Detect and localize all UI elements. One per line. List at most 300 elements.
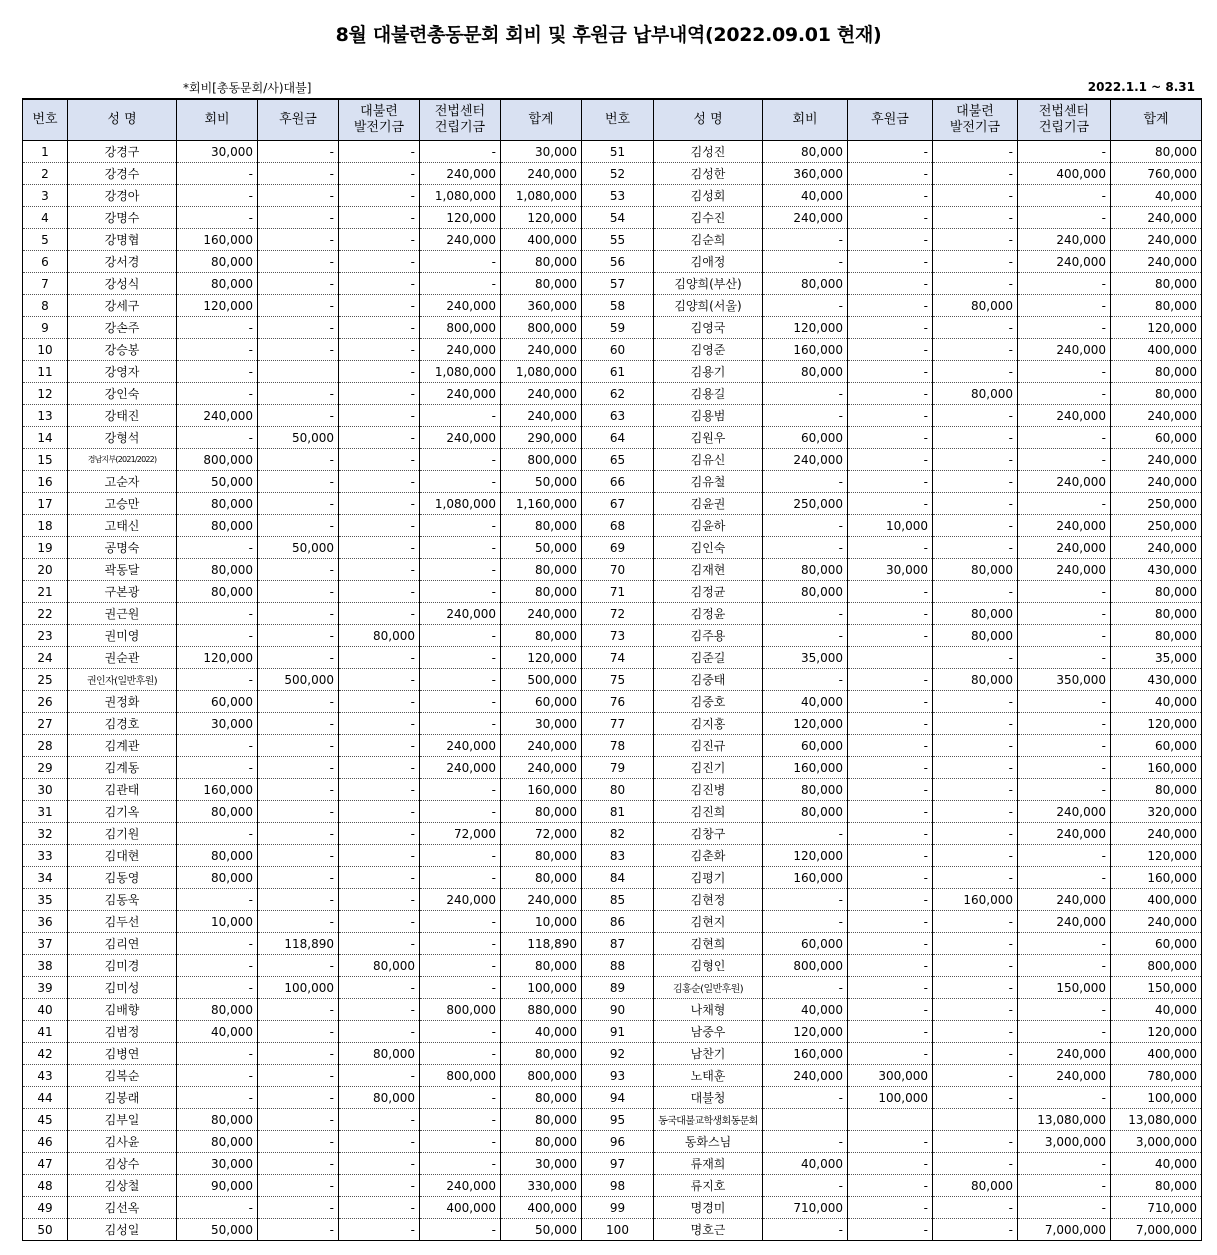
cell-total: 800,000 xyxy=(501,317,582,339)
cell-total: 80,000 xyxy=(1111,581,1202,603)
cell-no: 14 xyxy=(23,427,68,449)
table-row xyxy=(23,581,1202,603)
cell-name: 나채형 xyxy=(654,999,763,1021)
cell-donation: - xyxy=(848,141,933,163)
cell-total: 400,000 xyxy=(501,229,582,251)
cell-dev-fund: - xyxy=(339,273,420,295)
cell-fee: - xyxy=(763,1219,848,1241)
cell-dev-fund xyxy=(933,1109,1018,1131)
cell-no: 31 xyxy=(23,801,68,823)
cell-donation xyxy=(848,647,933,669)
cell-fee: - xyxy=(177,185,258,207)
cell-center-fund: - xyxy=(420,933,501,955)
cell-center-fund: - xyxy=(420,251,501,273)
cell-total: 80,000 xyxy=(501,515,582,537)
cell-name: 김평기 xyxy=(654,867,763,889)
cell-donation: - xyxy=(258,317,339,339)
cell-total: 290,000 xyxy=(501,427,582,449)
cell-donation: - xyxy=(258,647,339,669)
cell-total: 80,000 xyxy=(501,251,582,273)
cell-donation: - xyxy=(848,1131,933,1153)
cell-name: 김윤하 xyxy=(654,515,763,537)
cell-total: 60,000 xyxy=(1111,933,1202,955)
cell-donation: - xyxy=(848,449,933,471)
cell-fee: 50,000 xyxy=(177,1219,258,1241)
cell-center-fund: - xyxy=(1018,1153,1111,1175)
cell-dev-fund: - xyxy=(339,801,420,823)
cell-total: 30,000 xyxy=(501,713,582,735)
cell-total: 30,000 xyxy=(501,1153,582,1175)
cell-no: 4 xyxy=(23,207,68,229)
cell-no: 33 xyxy=(23,845,68,867)
cell-fee: - xyxy=(763,515,848,537)
cell-no: 25 xyxy=(23,669,68,691)
header-name: 성 명 xyxy=(68,99,177,141)
cell-fee: - xyxy=(177,735,258,757)
table-row xyxy=(23,207,1202,229)
table-row xyxy=(23,537,1202,559)
cell-dev-fund: - xyxy=(933,1087,1018,1109)
cell-fee: 80,000 xyxy=(177,251,258,273)
cell-dev-fund: - xyxy=(339,647,420,669)
cell-name: 동국대불교학생회동문회 xyxy=(654,1109,763,1131)
cell-no: 51 xyxy=(582,141,654,163)
cell-donation xyxy=(258,361,339,383)
cell-name: 구본광 xyxy=(68,581,177,603)
cell-center-fund: 240,000 xyxy=(420,735,501,757)
cell-donation: - xyxy=(258,713,339,735)
cell-dev-fund: - xyxy=(339,603,420,625)
cell-total: 80,000 xyxy=(1111,361,1202,383)
cell-center-fund: - xyxy=(1018,449,1111,471)
cell-dev-fund: - xyxy=(933,1219,1018,1241)
table-row xyxy=(23,801,1202,823)
cell-center-fund: 240,000 xyxy=(420,889,501,911)
cell-total: 72,000 xyxy=(501,823,582,845)
cell-total: 800,000 xyxy=(501,1065,582,1087)
cell-center-fund: - xyxy=(420,1087,501,1109)
cell-no: 50 xyxy=(23,1219,68,1241)
cell-dev-fund: - xyxy=(339,163,420,185)
header-dev-fund xyxy=(933,99,1018,141)
cell-donation xyxy=(848,1109,933,1131)
cell-center-fund: - xyxy=(420,581,501,603)
cell-donation: - xyxy=(258,1131,339,1153)
cell-name: 김준길 xyxy=(654,647,763,669)
cell-fee: 160,000 xyxy=(763,757,848,779)
cell-fee: 60,000 xyxy=(177,691,258,713)
fee-note: *회비[총동문회/사)대불] xyxy=(183,81,312,95)
cell-fee: 40,000 xyxy=(763,691,848,713)
cell-dev-fund: - xyxy=(933,955,1018,977)
cell-no: 24 xyxy=(23,647,68,669)
cell-name: 김진병 xyxy=(654,779,763,801)
cell-name: 김인숙 xyxy=(654,537,763,559)
cell-no: 43 xyxy=(23,1065,68,1087)
cell-fee: 50,000 xyxy=(177,471,258,493)
cell-name: 김현희 xyxy=(654,933,763,955)
cell-fee: - xyxy=(177,427,258,449)
cell-total: 240,000 xyxy=(501,163,582,185)
cell-center-fund: - xyxy=(420,1153,501,1175)
cell-no: 85 xyxy=(582,889,654,911)
cell-center-fund: 240,000 xyxy=(1018,405,1111,427)
cell-dev-fund: - xyxy=(933,405,1018,427)
cell-fee: - xyxy=(177,1197,258,1219)
cell-dev-fund: 80,000 xyxy=(933,603,1018,625)
cell-donation: - xyxy=(258,471,339,493)
cell-no: 57 xyxy=(582,273,654,295)
cell-dev-fund: - xyxy=(339,339,420,361)
cell-donation: - xyxy=(848,163,933,185)
table-row xyxy=(23,185,1202,207)
cell-name: 강세구 xyxy=(68,295,177,317)
table-row xyxy=(23,1175,1202,1197)
cell-dev-fund: - xyxy=(339,669,420,691)
cell-donation: - xyxy=(258,559,339,581)
cell-name: 김복순 xyxy=(68,1065,177,1087)
cell-donation: - xyxy=(848,1021,933,1043)
cell-center-fund: - xyxy=(1018,625,1111,647)
cell-fee: 80,000 xyxy=(177,273,258,295)
cell-fee: 160,000 xyxy=(177,779,258,801)
cell-no: 35 xyxy=(23,889,68,911)
cell-fee: - xyxy=(763,977,848,999)
cell-total: 80,000 xyxy=(501,581,582,603)
cell-center-fund: - xyxy=(1018,295,1111,317)
cell-no: 8 xyxy=(23,295,68,317)
cell-no: 82 xyxy=(582,823,654,845)
cell-donation: 118,890 xyxy=(258,933,339,955)
cell-donation: - xyxy=(848,207,933,229)
cell-dev-fund: - xyxy=(933,691,1018,713)
cell-no: 81 xyxy=(582,801,654,823)
payment-table xyxy=(22,98,1202,1241)
cell-total: 240,000 xyxy=(1111,207,1202,229)
cell-dev-fund: 80,000 xyxy=(339,1043,420,1065)
cell-donation: - xyxy=(258,1109,339,1131)
cell-name: 김주용 xyxy=(654,625,763,647)
cell-name: 김대현 xyxy=(68,845,177,867)
cell-donation: - xyxy=(258,1021,339,1043)
cell-center-fund: 240,000 xyxy=(420,339,501,361)
cell-center-fund: - xyxy=(420,867,501,889)
cell-fee: - xyxy=(177,207,258,229)
cell-total: 710,000 xyxy=(1111,1197,1202,1219)
table-row xyxy=(23,1109,1202,1131)
cell-donation: - xyxy=(258,867,339,889)
table-row xyxy=(23,999,1202,1021)
cell-center-fund: - xyxy=(420,141,501,163)
cell-donation: - xyxy=(848,889,933,911)
table-row xyxy=(23,757,1202,779)
cell-fee: - xyxy=(177,625,258,647)
cell-dev-fund: - xyxy=(933,229,1018,251)
cell-donation: - xyxy=(258,999,339,1021)
cell-total: 240,000 xyxy=(1111,251,1202,273)
table-row xyxy=(23,691,1202,713)
cell-name: 김영국 xyxy=(654,317,763,339)
table-row xyxy=(23,1021,1202,1043)
cell-center-fund: - xyxy=(420,691,501,713)
cell-total: 50,000 xyxy=(501,471,582,493)
cell-dev-fund: - xyxy=(339,1197,420,1219)
cell-name: 김범정 xyxy=(68,1021,177,1043)
cell-dev-fund: - xyxy=(339,229,420,251)
cell-center-fund: 240,000 xyxy=(420,229,501,251)
cell-dev-fund: - xyxy=(339,713,420,735)
cell-total: 40,000 xyxy=(1111,691,1202,713)
cell-dev-fund: - xyxy=(933,713,1018,735)
table-row xyxy=(23,559,1202,581)
cell-dev-fund: - xyxy=(339,845,420,867)
cell-donation: - xyxy=(258,295,339,317)
cell-donation: - xyxy=(848,1153,933,1175)
cell-fee: 60,000 xyxy=(763,735,848,757)
cell-fee: - xyxy=(177,537,258,559)
cell-fee: 60,000 xyxy=(763,933,848,955)
cell-dev-fund: - xyxy=(933,493,1018,515)
cell-donation: - xyxy=(848,911,933,933)
cell-fee: 80,000 xyxy=(177,1109,258,1131)
cell-total: 40,000 xyxy=(501,1021,582,1043)
cell-donation: 50,000 xyxy=(258,427,339,449)
table-row xyxy=(23,823,1202,845)
cell-fee: 30,000 xyxy=(177,1153,258,1175)
cell-fee: 160,000 xyxy=(763,339,848,361)
cell-total: 80,000 xyxy=(1111,625,1202,647)
header-fee: 회비 xyxy=(763,99,848,141)
cell-donation: - xyxy=(848,537,933,559)
cell-fee: 80,000 xyxy=(763,141,848,163)
cell-name: 김병연 xyxy=(68,1043,177,1065)
cell-no: 21 xyxy=(23,581,68,603)
cell-no: 48 xyxy=(23,1175,68,1197)
cell-total: 320,000 xyxy=(1111,801,1202,823)
cell-fee: 90,000 xyxy=(177,1175,258,1197)
cell-total: 400,000 xyxy=(501,1197,582,1219)
cell-no: 66 xyxy=(582,471,654,493)
table-row xyxy=(23,295,1202,317)
cell-center-fund: - xyxy=(1018,867,1111,889)
cell-dev-fund: 80,000 xyxy=(933,1175,1018,1197)
cell-center-fund: - xyxy=(1018,273,1111,295)
cell-donation: - xyxy=(848,603,933,625)
cell-center-fund: - xyxy=(420,779,501,801)
table-row xyxy=(23,163,1202,185)
cell-dev-fund: - xyxy=(339,823,420,845)
cell-total: 430,000 xyxy=(1111,669,1202,691)
cell-total: 330,000 xyxy=(501,1175,582,1197)
cell-fee: - xyxy=(177,933,258,955)
cell-total: 240,000 xyxy=(1111,449,1202,471)
cell-fee: 240,000 xyxy=(177,405,258,427)
cell-fee: 80,000 xyxy=(177,801,258,823)
cell-no: 19 xyxy=(23,537,68,559)
cell-fee: 35,000 xyxy=(763,647,848,669)
cell-no: 67 xyxy=(582,493,654,515)
cell-total: 880,000 xyxy=(501,999,582,1021)
cell-dev-fund: - xyxy=(339,911,420,933)
cell-dev-fund: - xyxy=(339,207,420,229)
cell-center-fund: - xyxy=(1018,845,1111,867)
cell-center-fund: 240,000 xyxy=(1018,537,1111,559)
cell-donation: - xyxy=(258,625,339,647)
cell-center-fund: 240,000 xyxy=(1018,251,1111,273)
cell-total: 80,000 xyxy=(501,801,582,823)
cell-center-fund: 1,080,000 xyxy=(420,493,501,515)
cell-name: 김현정 xyxy=(654,889,763,911)
cell-no: 89 xyxy=(582,977,654,999)
cell-total: 60,000 xyxy=(1111,735,1202,757)
table-row xyxy=(23,933,1202,955)
cell-name: 남찬기 xyxy=(654,1043,763,1065)
cell-name: 김동욱 xyxy=(68,889,177,911)
cell-fee: - xyxy=(177,361,258,383)
table-row xyxy=(23,1131,1202,1153)
cell-no: 46 xyxy=(23,1131,68,1153)
cell-total: 240,000 xyxy=(501,603,582,625)
cell-donation: - xyxy=(848,229,933,251)
cell-donation: - xyxy=(848,581,933,603)
cell-dev-fund: - xyxy=(933,845,1018,867)
cell-center-fund: - xyxy=(420,537,501,559)
cell-fee: 30,000 xyxy=(177,141,258,163)
cell-center-fund: - xyxy=(1018,1087,1111,1109)
cell-no: 30 xyxy=(23,779,68,801)
cell-name: 김기원 xyxy=(68,823,177,845)
cell-donation: - xyxy=(848,999,933,1021)
cell-no: 52 xyxy=(582,163,654,185)
cell-fee: 80,000 xyxy=(763,779,848,801)
cell-fee: - xyxy=(177,383,258,405)
cell-total: 800,000 xyxy=(1111,955,1202,977)
cell-name: 김정균 xyxy=(654,581,763,603)
table-row xyxy=(23,779,1202,801)
cell-name: 김양희(서울) xyxy=(654,295,763,317)
cell-name: 김성진 xyxy=(654,141,763,163)
cell-name: 명경미 xyxy=(654,1197,763,1219)
cell-no: 74 xyxy=(582,647,654,669)
cell-fee: - xyxy=(177,669,258,691)
cell-total: 240,000 xyxy=(1111,537,1202,559)
cell-donation: - xyxy=(848,735,933,757)
cell-total: 35,000 xyxy=(1111,647,1202,669)
table-row xyxy=(23,493,1202,515)
cell-fee: 360,000 xyxy=(763,163,848,185)
cell-name: 명호근 xyxy=(654,1219,763,1241)
table-row xyxy=(23,625,1202,647)
cell-name: 강명협 xyxy=(68,229,177,251)
cell-donation: - xyxy=(258,779,339,801)
cell-name: 김윤권 xyxy=(654,493,763,515)
page-title: 8월 대불련총동문회 회비 및 후원금 납부내역(2022.09.01 현재) xyxy=(335,24,882,46)
header-center-fund-line1: 전법센터 xyxy=(1038,104,1090,119)
cell-fee: 240,000 xyxy=(763,1065,848,1087)
cell-fee: 160,000 xyxy=(177,229,258,251)
cell-fee: - xyxy=(177,889,258,911)
cell-dev-fund: - xyxy=(933,163,1018,185)
cell-donation: - xyxy=(848,361,933,383)
cell-name: 강영자 xyxy=(68,361,177,383)
cell-donation: - xyxy=(258,405,339,427)
cell-no: 97 xyxy=(582,1153,654,1175)
cell-no: 76 xyxy=(582,691,654,713)
table-row xyxy=(23,141,1202,163)
table-row xyxy=(23,867,1202,889)
cell-dev-fund: - xyxy=(339,889,420,911)
cell-no: 79 xyxy=(582,757,654,779)
cell-name: 김양희(부산) xyxy=(654,273,763,295)
cell-fee: - xyxy=(763,1131,848,1153)
cell-no: 86 xyxy=(582,911,654,933)
cell-dev-fund: - xyxy=(933,185,1018,207)
cell-dev-fund: - xyxy=(339,471,420,493)
header-name: 성 명 xyxy=(654,99,763,141)
cell-name: 김춘화 xyxy=(654,845,763,867)
cell-total: 80,000 xyxy=(1111,603,1202,625)
cell-dev-fund: - xyxy=(339,405,420,427)
cell-center-fund: - xyxy=(420,1131,501,1153)
cell-dev-fund: - xyxy=(339,1131,420,1153)
cell-fee: 120,000 xyxy=(763,317,848,339)
cell-center-fund: 240,000 xyxy=(1018,823,1111,845)
cell-donation: - xyxy=(848,867,933,889)
cell-total: 780,000 xyxy=(1111,1065,1202,1087)
cell-no: 44 xyxy=(23,1087,68,1109)
cell-center-fund: 150,000 xyxy=(1018,977,1111,999)
cell-donation: 500,000 xyxy=(258,669,339,691)
cell-donation: - xyxy=(848,955,933,977)
cell-center-fund: - xyxy=(1018,1197,1111,1219)
cell-no: 20 xyxy=(23,559,68,581)
cell-fee: 80,000 xyxy=(177,581,258,603)
cell-fee: - xyxy=(763,625,848,647)
cell-no: 45 xyxy=(23,1109,68,1131)
cell-name: 김창구 xyxy=(654,823,763,845)
cell-total: 800,000 xyxy=(501,449,582,471)
cell-total: 240,000 xyxy=(1111,911,1202,933)
cell-center-fund: - xyxy=(420,625,501,647)
cell-dev-fund: - xyxy=(933,361,1018,383)
cell-fee: - xyxy=(177,757,258,779)
cell-dev-fund: - xyxy=(339,361,420,383)
cell-name: 권미영 xyxy=(68,625,177,647)
cell-name: 공명숙 xyxy=(68,537,177,559)
cell-total: 240,000 xyxy=(501,757,582,779)
cell-donation: - xyxy=(258,449,339,471)
cell-center-fund: 3,000,000 xyxy=(1018,1131,1111,1153)
cell-no: 88 xyxy=(582,955,654,977)
cell-name: 김계관 xyxy=(68,735,177,757)
cell-center-fund: 1,080,000 xyxy=(420,361,501,383)
cell-donation: - xyxy=(848,295,933,317)
cell-donation: - xyxy=(848,1043,933,1065)
cell-fee: 120,000 xyxy=(763,713,848,735)
cell-donation: - xyxy=(848,757,933,779)
cell-total: 120,000 xyxy=(1111,845,1202,867)
cell-fee: 80,000 xyxy=(177,999,258,1021)
cell-fee: 40,000 xyxy=(763,999,848,1021)
cell-no: 61 xyxy=(582,361,654,383)
cell-center-fund: - xyxy=(420,713,501,735)
cell-center-fund: - xyxy=(420,273,501,295)
cell-dev-fund: - xyxy=(339,383,420,405)
cell-donation: 300,000 xyxy=(848,1065,933,1087)
cell-dev-fund: - xyxy=(933,933,1018,955)
cell-no: 36 xyxy=(23,911,68,933)
cell-donation: - xyxy=(848,823,933,845)
